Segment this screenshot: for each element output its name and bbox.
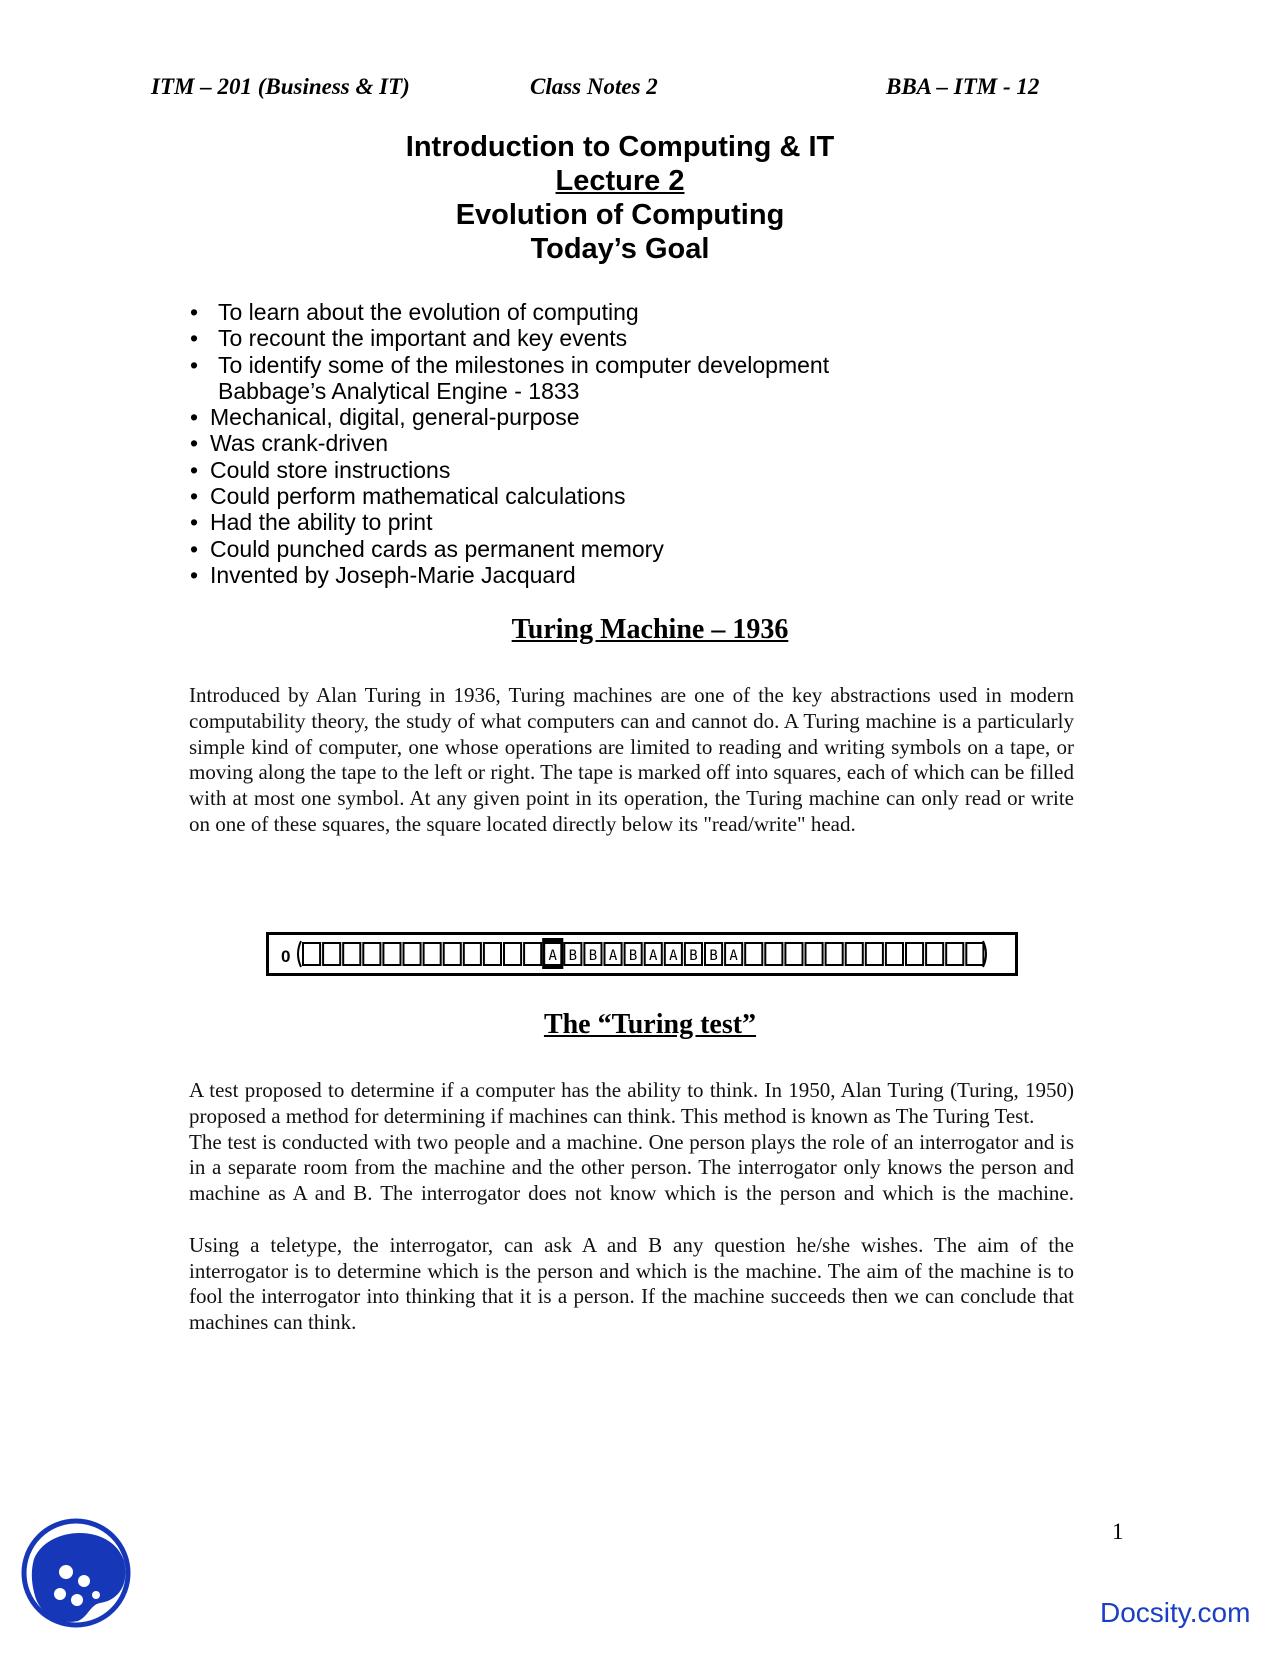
list-item: • Could store instructions <box>190 456 451 483</box>
list-item: • To learn about the evolution of computing <box>190 299 639 325</box>
turing-machine-paragraph: Introduced by Alan Turing in 1936, Turing machines are one of the key abstractions used in modern computability theory, the study of what computers can and cannot do. A Turing machine is a particularly simple kind of computer, one whose operations are limited to reading and writing symbols on a tape, or moving along the tape to the left or right. The tape is marked off into squares, each of which can be filled with at most one symbol. At any given point in its operation, the Turing machine can only read or write on one of these squares, the square located directly below its "read/write" head. <box>189 683 1074 836</box>
title-lecture: Lecture 2 <box>555 165 685 197</box>
tape-cell <box>343 943 360 965</box>
tape-cell <box>866 943 883 965</box>
tape-symbol: A <box>729 948 738 964</box>
turing-tape-figure <box>266 932 1018 976</box>
tape-symbol: B <box>588 948 598 964</box>
tape-symbol: B <box>709 948 718 964</box>
turing-machine-heading: Turing Machine – 1936 <box>511 614 789 645</box>
tape-cell <box>524 943 541 965</box>
list-item: • Invented by Joseph-Marie Jacquard <box>190 561 576 588</box>
list-item: • Had the ability to print <box>190 509 433 536</box>
bullet-icon: • <box>190 404 199 431</box>
docsity-watermark: Docsity.com <box>1100 1597 1251 1628</box>
tape-cell <box>303 943 320 965</box>
title-block <box>400 130 840 266</box>
tape-cell <box>826 943 843 965</box>
bullet-icon: • <box>190 483 199 510</box>
turing-test-p3: Using a teletype, the interrogator, can ask A and B any question he/she wishes. The aim of the interrogator is to determine which is the person and which is the machine. The aim of the machine is to fool the interrogator into thinking that it is a person. If the machine succeeds then we can conclude that machines can think. <box>189 1232 1074 1335</box>
list-item: • To identify some of the milestones in computer development <box>190 351 830 378</box>
tape-cell <box>383 943 400 965</box>
list-item: • Was crank-driven <box>190 430 389 457</box>
tape-cell <box>424 943 441 965</box>
tape-cell <box>504 943 521 965</box>
bullet-icon: • <box>190 456 199 483</box>
babbage-subheading: Babbage’s Analytical Engine - 1833 <box>218 377 580 404</box>
bullet-icon: • <box>190 430 199 457</box>
tape-symbol: A <box>548 948 557 964</box>
tape-cell <box>484 943 501 965</box>
turing-test-p1: A test proposed to determine if a computer has the ability to think. In 1950, Alan Turing (Turing, 1950) proposed a method for determining if machines can think. This method is known as The Turing Test. <box>189 1078 1074 1128</box>
tape-cell <box>765 943 782 965</box>
tape-symbol: B <box>628 948 638 964</box>
tape-cell <box>886 943 903 965</box>
bullet-icon: • <box>190 535 199 562</box>
docsity-logo-icon <box>20 1517 132 1629</box>
bullet-icon: • <box>190 561 199 588</box>
tape-cell <box>946 943 963 965</box>
bullet-icon: • <box>190 351 199 378</box>
tape-cell <box>404 943 421 965</box>
turing-test-body <box>189 1078 1074 1336</box>
turing-test-heading: The “Turing test” <box>543 1009 757 1040</box>
tape-cell <box>926 943 943 965</box>
bullet-icon: • <box>190 325 199 352</box>
goals-list <box>190 299 829 588</box>
tape-symbol: A <box>669 948 678 964</box>
bullet-icon: • <box>190 509 199 536</box>
turing-tape-svg <box>269 935 1015 973</box>
tape-symbol: A <box>649 948 658 964</box>
bullet-icon: • <box>190 299 199 325</box>
turing-test-p2: The test is conducted with two people and a machine. One person plays the role of an interrogator and is in a separate room from the machine and the other person. The interrogator only knows the person and machine as A and B. The interrogator does not know which is the person and which is the machine. <box>189 1129 1074 1206</box>
tape-cell <box>846 943 863 965</box>
title-goal: Today’s Goal <box>530 233 710 265</box>
title-course: Introduction to Computing & IT <box>405 131 835 163</box>
tape-symbol: B <box>689 948 698 964</box>
tape-cell <box>745 943 762 965</box>
header-course: ITM – 201 (Business & IT) <box>151 74 410 99</box>
tape-cell <box>785 943 802 965</box>
tape-cell <box>906 943 923 965</box>
header-program: BBA – ITM - 12 <box>886 74 1040 99</box>
tape-cell <box>323 943 340 965</box>
tape-left-end <box>298 941 301 967</box>
list-item: • To recount the important and key events <box>190 325 628 352</box>
tape-symbol: B <box>568 948 578 964</box>
list-item: • Could perform mathematical calculations <box>190 483 626 510</box>
tape-cell <box>464 943 481 965</box>
header-class-notes: Class Notes 2 <box>530 74 658 99</box>
list-item: • Mechanical, digital, general-purpose <box>190 404 580 431</box>
tape-symbol: A <box>608 948 618 964</box>
title-topic: Evolution of Computing <box>455 199 785 231</box>
page-number: 1 <box>1112 1519 1124 1544</box>
tape-cell <box>966 943 983 965</box>
list-item: • Could punched cards as permanent memory <box>190 535 664 562</box>
tape-state-label: 0 <box>281 947 291 966</box>
tape-cell <box>444 943 461 965</box>
tape-cell <box>363 943 380 965</box>
tape-cell <box>806 943 823 965</box>
